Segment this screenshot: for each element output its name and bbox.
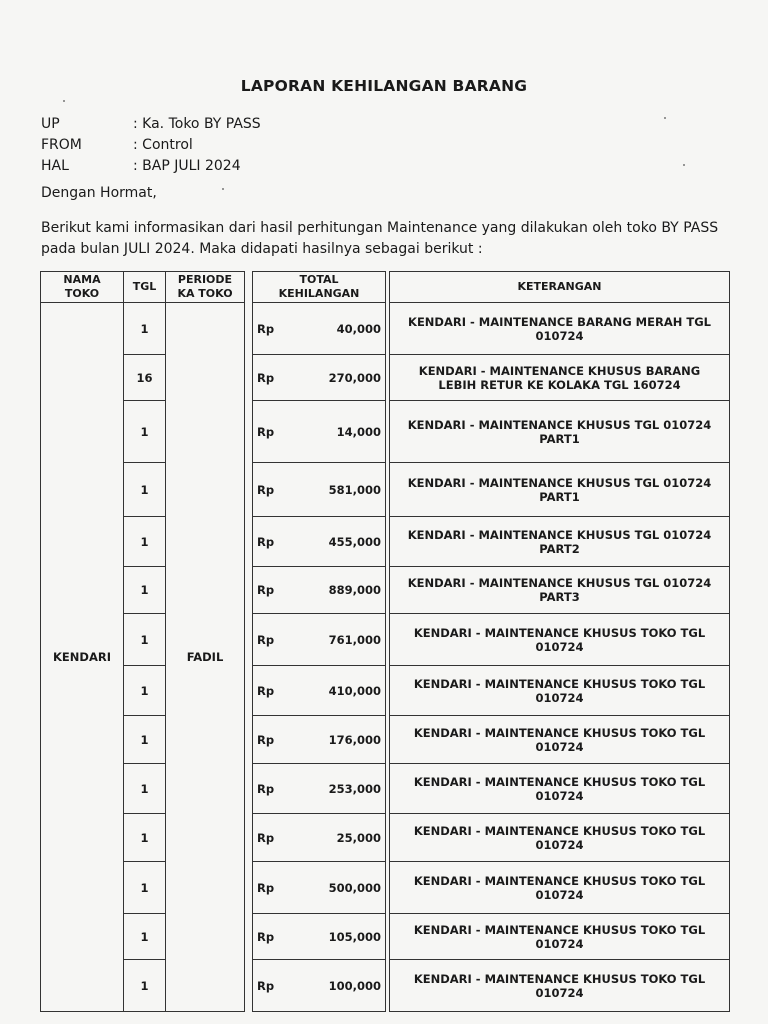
keterangan-line: KENDARI - MAINTENANCE KHUSUS TOKO TGL xyxy=(413,873,706,888)
greeting: Dengan Hormat, xyxy=(41,185,157,201)
currency-label: Rp xyxy=(257,830,275,845)
cell-tgl: 1 xyxy=(124,666,166,716)
amount-value: 105,000 xyxy=(328,929,381,944)
amount-value: 455,000 xyxy=(328,534,381,549)
cell-tgl: 1 xyxy=(124,814,166,862)
keterangan-line: KENDARI - MAINTENANCE BARANG MERAH TGL xyxy=(408,314,711,329)
memo-value: : BAP JULI 2024 xyxy=(133,158,241,174)
intro-line: pada bulan JULI 2024. Maka didapati hasilnya sebagai berikut : xyxy=(41,241,483,257)
memo-header xyxy=(41,114,261,177)
cell-tgl: 1 xyxy=(124,764,166,814)
table-row xyxy=(41,862,730,914)
currency-label: Rp xyxy=(257,732,275,747)
table-row xyxy=(41,666,730,716)
cell-tgl: 1 xyxy=(124,303,166,355)
amount-value: 581,000 xyxy=(328,482,381,497)
keterangan-line: 010724 xyxy=(535,328,584,343)
table-row xyxy=(41,614,730,666)
memo-value: : Control xyxy=(133,137,193,153)
table-header-row xyxy=(41,272,730,303)
keterangan-line: LEBIH RETUR KE KOLAKA TGL 160724 xyxy=(438,377,681,392)
keterangan-line: KENDARI - MAINTENANCE KHUSUS TGL 010724 xyxy=(407,417,712,432)
cell-total-kehilangan xyxy=(253,463,386,517)
table-row xyxy=(41,401,730,463)
intro-line: Berikut kami informasikan dari hasil perhitungan Maintenance yang dilakukan oleh toko BY PASS xyxy=(41,220,719,236)
table-row xyxy=(41,517,730,567)
keterangan-line: KENDARI - MAINTENANCE KHUSUS BARANG xyxy=(418,363,701,378)
currency-label: Rp xyxy=(257,929,275,944)
cell-total-kehilangan xyxy=(253,567,386,614)
cell-keterangan xyxy=(390,355,730,401)
memo-row-up xyxy=(41,114,261,135)
currency-label: Rp xyxy=(257,534,275,549)
memo-label: FROM xyxy=(41,137,82,153)
currency-label: Rp xyxy=(257,880,275,895)
keterangan-line: 010724 xyxy=(535,837,584,852)
cell-total-kehilangan xyxy=(253,914,386,960)
column-gap xyxy=(245,303,253,1012)
cell-periode-ka-toko: FADIL xyxy=(166,303,245,1012)
currency-label: Rp xyxy=(257,632,275,647)
header-tgl: TGL xyxy=(124,272,166,303)
memo-row-hal xyxy=(41,156,261,177)
header-periode: PERIODE KA TOKO xyxy=(166,272,245,303)
table-row xyxy=(41,814,730,862)
cell-total-kehilangan xyxy=(253,862,386,914)
header-nama-toko: NAMA TOKO xyxy=(41,272,124,303)
table-row xyxy=(41,914,730,960)
table-row xyxy=(41,355,730,401)
keterangan-line: KENDARI - MAINTENANCE KHUSUS TOKO TGL xyxy=(413,971,706,986)
keterangan-line: PART2 xyxy=(539,541,580,556)
cell-keterangan xyxy=(390,814,730,862)
amount-value: 14,000 xyxy=(336,424,381,439)
table-row xyxy=(41,764,730,814)
cell-keterangan xyxy=(390,960,730,1012)
cell-total-kehilangan xyxy=(253,401,386,463)
cell-total-kehilangan xyxy=(253,960,386,1012)
table-row xyxy=(41,567,730,614)
currency-label: Rp xyxy=(257,683,275,698)
keterangan-line: KENDARI - MAINTENANCE KHUSUS TOKO TGL xyxy=(413,676,706,691)
keterangan-line: KENDARI - MAINTENANCE KHUSUS TOKO TGL xyxy=(413,823,706,838)
cell-tgl: 1 xyxy=(124,716,166,764)
currency-label: Rp xyxy=(257,321,275,336)
loss-table xyxy=(40,271,730,1012)
cell-tgl: 16 xyxy=(124,355,166,401)
currency-label: Rp xyxy=(257,482,275,497)
table-row xyxy=(41,303,730,355)
cell-nama-toko: KENDARI xyxy=(41,303,124,1012)
keterangan-line: PART3 xyxy=(539,590,580,604)
cell-tgl: 1 xyxy=(124,567,166,614)
table-row xyxy=(41,960,730,1012)
cell-keterangan xyxy=(390,401,730,463)
amount-value: 40,000 xyxy=(336,321,381,336)
memo-row-from xyxy=(41,135,261,156)
amount-value: 889,000 xyxy=(328,583,381,597)
keterangan-line: 010724 xyxy=(535,639,584,654)
table-row xyxy=(41,463,730,517)
amount-value: 410,000 xyxy=(328,683,381,698)
amount-value: 761,000 xyxy=(328,632,381,647)
currency-label: Rp xyxy=(257,781,275,796)
table-body xyxy=(41,303,730,1012)
cell-tgl: 1 xyxy=(124,401,166,463)
currency-label: Rp xyxy=(257,978,275,993)
header-keterangan: KETERANGAN xyxy=(390,272,730,303)
cell-keterangan xyxy=(390,716,730,764)
amount-value: 500,000 xyxy=(328,880,381,895)
currency-label: Rp xyxy=(257,583,275,597)
cell-tgl: 1 xyxy=(124,960,166,1012)
keterangan-line: KENDARI - MAINTENANCE KHUSUS TOKO TGL xyxy=(413,922,706,937)
cell-tgl: 1 xyxy=(124,914,166,960)
keterangan-line: PART1 xyxy=(539,489,580,504)
scan-speck xyxy=(222,188,224,190)
cell-tgl: 1 xyxy=(124,463,166,517)
keterangan-line: KENDARI - MAINTENANCE KHUSUS TGL 010724 xyxy=(407,527,712,542)
keterangan-line: KENDARI - MAINTENANCE KHUSUS TGL 010724 xyxy=(407,475,712,490)
amount-value: 176,000 xyxy=(328,732,381,747)
keterangan-line: KENDARI - MAINTENANCE KHUSUS TGL 010724 xyxy=(407,576,712,590)
cell-keterangan xyxy=(390,567,730,614)
cell-keterangan xyxy=(390,517,730,567)
keterangan-line: 010724 xyxy=(535,690,584,705)
cell-total-kehilangan xyxy=(253,764,386,814)
document-title: LAPORAN KEHILANGAN BARANG xyxy=(240,77,528,95)
currency-label: Rp xyxy=(257,424,275,439)
memo-value: : Ka. Toko BY PASS xyxy=(133,116,261,132)
cell-tgl: 1 xyxy=(124,517,166,567)
currency-label: Rp xyxy=(257,370,275,385)
keterangan-line: KENDARI - MAINTENANCE KHUSUS TOKO TGL xyxy=(413,625,706,640)
cell-keterangan xyxy=(390,862,730,914)
keterangan-line: 010724 xyxy=(535,788,584,803)
amount-value: 270,000 xyxy=(328,370,381,385)
memo-label: HAL xyxy=(41,158,69,174)
scan-speck xyxy=(63,100,65,102)
cell-total-kehilangan xyxy=(253,355,386,401)
cell-total-kehilangan xyxy=(253,814,386,862)
keterangan-line: 010724 xyxy=(535,887,584,902)
intro-paragraph xyxy=(41,218,731,260)
cell-total-kehilangan xyxy=(253,614,386,666)
keterangan-line: 010724 xyxy=(535,739,584,754)
keterangan-line: 010724 xyxy=(535,985,584,1000)
amount-value: 100,000 xyxy=(328,978,381,993)
cell-keterangan xyxy=(390,666,730,716)
cell-keterangan xyxy=(390,463,730,517)
table-row xyxy=(41,716,730,764)
cell-total-kehilangan xyxy=(253,666,386,716)
keterangan-line: PART1 xyxy=(539,431,580,446)
column-gap xyxy=(245,272,253,303)
cell-keterangan xyxy=(390,914,730,960)
keterangan-line: KENDARI - MAINTENANCE KHUSUS TOKO TGL xyxy=(413,774,706,789)
amount-value: 253,000 xyxy=(328,781,381,796)
keterangan-line: 010724 xyxy=(535,936,584,951)
cell-keterangan xyxy=(390,614,730,666)
cell-keterangan xyxy=(390,764,730,814)
memo-label: UP xyxy=(41,116,60,132)
amount-value: 25,000 xyxy=(336,830,381,845)
cell-tgl: 1 xyxy=(124,862,166,914)
cell-total-kehilangan xyxy=(253,716,386,764)
scan-speck xyxy=(664,117,666,119)
cell-keterangan xyxy=(390,303,730,355)
scan-speck xyxy=(683,164,685,166)
cell-tgl: 1 xyxy=(124,614,166,666)
header-total-kehilangan: TOTAL KEHILANGAN xyxy=(253,272,386,303)
cell-total-kehilangan xyxy=(253,517,386,567)
keterangan-line: KENDARI - MAINTENANCE KHUSUS TOKO TGL xyxy=(413,725,706,740)
cell-total-kehilangan xyxy=(253,303,386,355)
